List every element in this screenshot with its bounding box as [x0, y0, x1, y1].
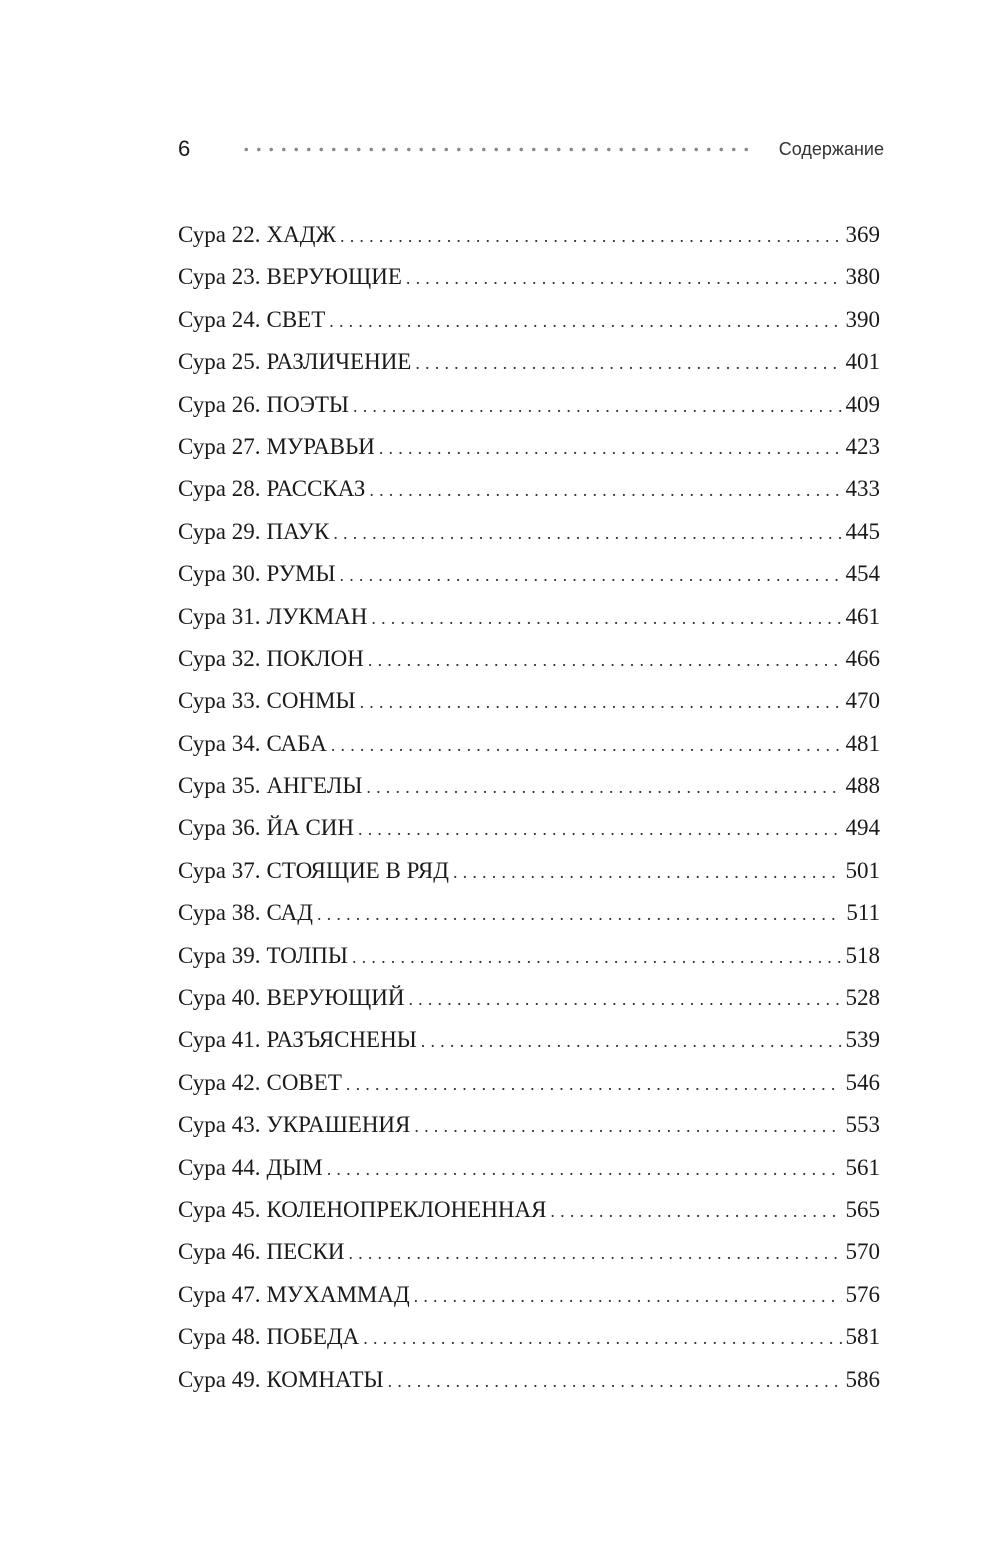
toc-entry[interactable] — [178, 935, 880, 977]
toc-entry[interactable] — [178, 1231, 880, 1273]
toc-entry-prefix: Сура 29. — [178, 518, 261, 544]
dot-leader — [327, 1148, 842, 1190]
toc-entry-title: ПОКЛОН — [266, 645, 364, 671]
toc-entry-prefix: Сура 24. — [178, 306, 261, 332]
toc-entry-prefix: Сура 23. — [178, 264, 261, 290]
dot-leader — [453, 851, 842, 893]
toc-entry-title: МУХАММАД — [266, 1281, 410, 1307]
toc-entry[interactable] — [178, 1359, 880, 1401]
toc-entry[interactable] — [178, 596, 880, 638]
toc-entry-prefix: Сура 43. — [178, 1112, 261, 1138]
dot-leader — [366, 766, 841, 808]
toc-entry[interactable] — [178, 341, 880, 383]
toc-entry-prefix: Сура 41. — [178, 1027, 261, 1053]
toc-entry-page: 539 — [845, 1027, 880, 1053]
dot-leader — [388, 1360, 842, 1402]
toc-entry-page: 445 — [845, 518, 880, 544]
toc-entry-page: 433 — [845, 476, 880, 502]
toc-entry[interactable] — [178, 426, 880, 468]
toc-entry-prefix: Сура 22. — [178, 222, 261, 247]
toc-entry-page: 576 — [845, 1281, 880, 1307]
toc-entry-page: 369 — [845, 222, 880, 247]
toc-entry-prefix: Сура 34. — [178, 730, 261, 756]
toc-entry-page: 461 — [845, 603, 880, 629]
toc-entry-title: ЛУКМАН — [266, 603, 368, 629]
toc-entry-page: 565 — [845, 1196, 880, 1222]
toc-entry-page: 494 — [845, 815, 880, 841]
toc-entry[interactable] — [178, 807, 880, 849]
toc-entry[interactable] — [178, 1019, 880, 1061]
toc-entry-page: 553 — [845, 1112, 880, 1138]
toc-entry-prefix: Сура 37. — [178, 857, 261, 883]
toc-entry-page: 586 — [845, 1366, 880, 1392]
dot-leader — [333, 512, 841, 554]
toc-entry-prefix: Сура 33. — [178, 688, 261, 714]
dot-leader — [340, 554, 842, 596]
page-number: 6 — [178, 136, 191, 161]
toc-entry-prefix: Сура 47. — [178, 1281, 261, 1307]
toc-entry-prefix: Сура 28. — [178, 476, 261, 502]
toc-entry[interactable] — [178, 680, 880, 722]
toc-entry-page: 501 — [845, 857, 880, 883]
toc-entry-page: 581 — [845, 1324, 880, 1350]
toc-entry-title: РАЗЛИЧЕНИЕ — [266, 349, 412, 375]
toc-entry[interactable] — [178, 299, 880, 341]
toc-entry[interactable] — [178, 214, 880, 256]
toc-entry-title: ПАУК — [266, 518, 330, 544]
toc-entry[interactable] — [178, 511, 880, 553]
toc-entry-prefix: Сура 26. — [178, 391, 261, 417]
toc-entry-prefix: Сура 27. — [178, 433, 261, 459]
running-title: Содержание — [778, 138, 884, 159]
dot-leader — [340, 215, 841, 257]
toc-entry-prefix: Сура 39. — [178, 942, 261, 968]
toc-entry-page: 466 — [845, 645, 880, 671]
toc-entry-page: 570 — [845, 1239, 880, 1265]
dot-leader — [348, 1232, 841, 1274]
toc-entry-page: 518 — [845, 942, 880, 968]
toc-entry-prefix: Сура 30. — [178, 561, 261, 587]
dot-leader — [408, 978, 841, 1020]
toc-entry-title: ВЕРУЮЩИЕ — [266, 264, 402, 290]
toc-entry[interactable] — [178, 723, 880, 765]
toc-entry-title: САБА — [266, 730, 327, 756]
toc-entry-title: АНГЕЛЫ — [266, 773, 363, 799]
toc-entry-prefix: Сура 25. — [178, 349, 261, 375]
dot-leader — [369, 469, 841, 511]
header-dot-leader — [240, 147, 751, 152]
dot-leader — [379, 427, 842, 469]
dot-leader — [360, 681, 842, 723]
toc-entry-title: СОВЕТ — [266, 1069, 342, 1095]
toc-entry-prefix: Сура 38. — [178, 900, 261, 926]
toc-entry[interactable] — [178, 977, 880, 1019]
toc-entry-title: СТОЯЩИЕ В РЯД — [266, 857, 449, 883]
toc-entry-title: ПОЭТЫ — [266, 391, 349, 417]
toc-entry-title: СВЕТ — [266, 306, 326, 332]
toc-entry-prefix: Сура 46. — [178, 1239, 261, 1265]
toc-entry[interactable] — [178, 1104, 880, 1146]
toc-entry-title: УКРАШЕНИЯ — [266, 1112, 411, 1138]
toc-entry[interactable] — [178, 384, 880, 426]
toc-entry-title: САД — [266, 900, 313, 926]
dot-leader — [352, 936, 842, 978]
toc-entry-page: 561 — [845, 1154, 880, 1180]
dot-leader — [415, 342, 841, 384]
toc-entry-title: ЙА СИН — [266, 815, 355, 841]
dot-leader — [331, 724, 842, 766]
toc-entry-prefix: Сура 32. — [178, 645, 261, 671]
dot-leader — [414, 1105, 841, 1147]
dot-leader — [414, 1275, 842, 1317]
toc-entry-page: 546 — [845, 1069, 880, 1095]
toc-entry-page: 390 — [845, 306, 880, 332]
toc-entry-title: ДЫМ — [266, 1154, 323, 1180]
toc-entry-page: 470 — [845, 688, 880, 714]
page-header — [178, 134, 884, 164]
toc-entry-page: 423 — [845, 433, 880, 459]
toc-entry[interactable] — [178, 1274, 880, 1316]
toc-entry[interactable] — [178, 1189, 880, 1231]
dot-leader — [363, 1317, 841, 1359]
toc-entry-prefix: Сура 48. — [178, 1324, 261, 1350]
toc-entry-title: ПЕСКИ — [266, 1239, 345, 1265]
toc-entry-page: 488 — [845, 773, 880, 799]
toc-entry-title: ТОЛПЫ — [266, 942, 348, 968]
toc-entry-page: 528 — [845, 985, 880, 1011]
toc-entry-prefix: Сура 44. — [178, 1154, 261, 1180]
toc-entry-title: ХАДЖ — [266, 222, 337, 247]
toc-entry[interactable] — [178, 1062, 880, 1104]
dot-leader — [550, 1190, 841, 1232]
toc-entry-title: РУМЫ — [266, 561, 336, 587]
toc-entry-title: РАЗЪЯСНЕНЫ — [266, 1027, 417, 1053]
dot-leader — [421, 1020, 842, 1062]
dot-leader — [353, 385, 842, 427]
toc-entry-prefix: Сура 40. — [178, 985, 261, 1011]
toc-entry-title: РАССКАЗ — [266, 476, 366, 502]
dot-leader — [346, 1063, 842, 1105]
toc-entry[interactable] — [178, 638, 880, 680]
toc-entry-page: 380 — [845, 264, 880, 290]
dot-leader — [368, 639, 842, 681]
toc-entry-page: 409 — [845, 391, 880, 417]
dot-leader — [371, 597, 841, 639]
toc-entry[interactable] — [178, 1316, 880, 1358]
toc-entry-title: ВЕРУЮЩИЙ — [266, 985, 405, 1011]
toc-entry-prefix: Сура 36. — [178, 815, 261, 841]
toc-entry-title: СОНМЫ — [266, 688, 356, 714]
toc-entry-page: 401 — [845, 349, 880, 375]
toc-entry-title: МУРАВЬИ — [266, 433, 375, 459]
dot-leader — [317, 893, 842, 935]
toc-entry-title: ПОБЕДА — [266, 1324, 360, 1350]
toc-entry[interactable] — [178, 850, 880, 892]
toc-entry[interactable] — [178, 468, 880, 510]
dot-leader — [329, 300, 841, 342]
dot-leader — [406, 257, 842, 299]
toc-entry-title: КОЛЕНОПРЕКЛОНЕННАЯ — [266, 1196, 547, 1222]
table-of-contents — [178, 214, 880, 1401]
toc-entry-prefix: Сура 35. — [178, 773, 261, 799]
toc-entry-prefix: Сура 49. — [178, 1366, 261, 1392]
toc-entry[interactable] — [178, 256, 880, 298]
toc-entry-prefix: Сура 45. — [178, 1196, 261, 1222]
toc-entry[interactable] — [178, 1147, 880, 1189]
toc-entry-prefix: Сура 31. — [178, 603, 261, 629]
toc-entry[interactable] — [178, 765, 880, 807]
toc-entry[interactable] — [178, 553, 880, 595]
toc-entry-page: 511 — [846, 900, 880, 926]
toc-entry-page: 481 — [845, 730, 880, 756]
toc-entry-page: 454 — [845, 561, 880, 587]
toc-entry-prefix: Сура 42. — [178, 1069, 261, 1095]
toc-entry-title: КОМНАТЫ — [266, 1366, 384, 1392]
toc-entry[interactable] — [178, 892, 880, 934]
dot-leader — [358, 808, 841, 850]
